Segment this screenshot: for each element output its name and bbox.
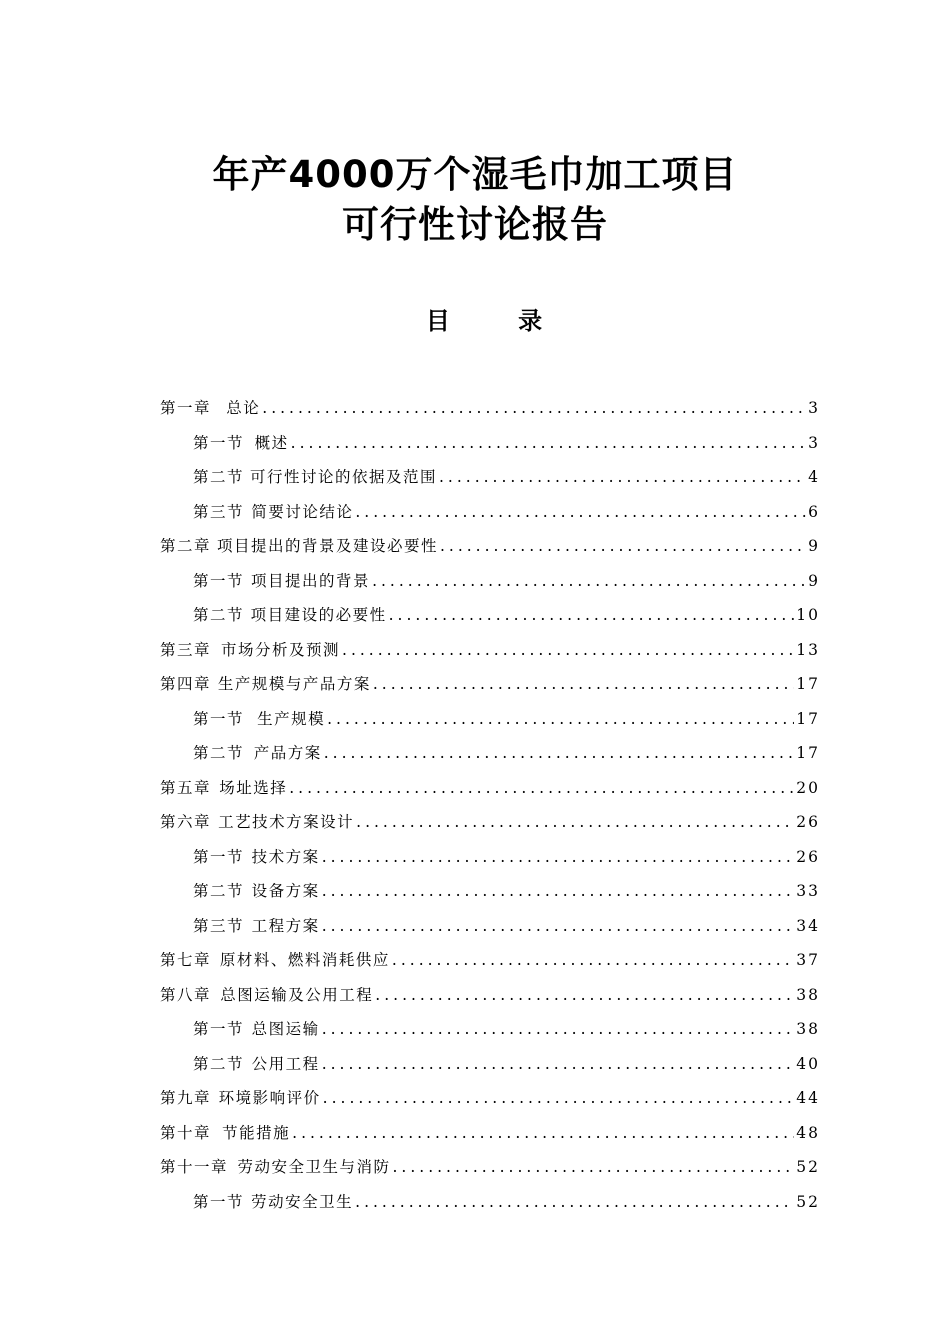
toc-section-entry[interactable] bbox=[160, 1190, 820, 1225]
toc-section-entry[interactable] bbox=[160, 500, 820, 535]
toc-entry-title: 节能措施 bbox=[222, 1123, 291, 1142]
toc-page-number: 3 bbox=[808, 399, 820, 417]
toc-dot-leader bbox=[373, 675, 794, 693]
toc-entry-title: 项目建设的必要性 bbox=[250, 606, 387, 624]
toc-section-entry[interactable] bbox=[160, 431, 820, 466]
toc-entry-title: 概述 bbox=[254, 433, 289, 452]
toc-entry-title: 生产规模 bbox=[257, 709, 326, 728]
toc-section-entry[interactable] bbox=[160, 914, 820, 949]
toc-entry-label: 第三章 bbox=[160, 640, 212, 659]
toc-page-number: 17 bbox=[796, 744, 820, 762]
toc-dot-leader bbox=[440, 537, 806, 555]
toc-entry-title: 劳动安全卫生 bbox=[251, 1192, 354, 1211]
toc-page-number: 52 bbox=[796, 1158, 820, 1176]
toc-chapter-entry[interactable] bbox=[160, 534, 820, 569]
toc-chapter-entry[interactable] bbox=[160, 1086, 820, 1121]
toc-dot-leader bbox=[322, 882, 795, 900]
toc-entry-label: 第一节 bbox=[193, 847, 245, 866]
toc-page-number: 4 bbox=[808, 468, 820, 486]
toc-entry-label: 第十章 bbox=[160, 1123, 212, 1142]
toc-entry-label: 第一章 bbox=[160, 399, 212, 417]
toc-dot-leader bbox=[322, 848, 795, 866]
toc-section-entry[interactable] bbox=[160, 1052, 820, 1087]
toc-entry-label: 第二节 bbox=[193, 882, 245, 900]
toc-entry-label: 第四章 bbox=[160, 675, 212, 693]
toc-section-entry[interactable] bbox=[160, 465, 820, 500]
toc-section-entry[interactable] bbox=[160, 879, 820, 914]
toc-chapter-entry[interactable] bbox=[160, 983, 820, 1018]
toc-entry-title: 可行性讨论的依据及范围 bbox=[249, 468, 437, 486]
toc-entry-label: 第二章 bbox=[160, 537, 212, 555]
toc-entry-title: 项目提出的背景 bbox=[251, 571, 371, 590]
toc-entry-label: 第二节 bbox=[193, 468, 245, 486]
toc-chapter-entry[interactable] bbox=[160, 672, 820, 707]
toc-entry-label: 第五章 bbox=[160, 778, 212, 797]
toc-entry-title: 场址选择 bbox=[219, 778, 288, 797]
toc-entry-label: 第一节 bbox=[193, 571, 245, 590]
toc-entry-title: 市场分析及预测 bbox=[221, 640, 341, 659]
toc-entry-label: 第八章 bbox=[160, 985, 212, 1004]
toc-section-entry[interactable] bbox=[160, 845, 820, 880]
toc-dot-leader bbox=[392, 951, 794, 969]
toc-dot-leader bbox=[393, 1158, 795, 1176]
toc-dot-leader bbox=[322, 1055, 795, 1073]
toc-page-number: 37 bbox=[796, 951, 820, 969]
toc-entry-title: 总论 bbox=[226, 399, 261, 417]
toc-chapter-entry[interactable] bbox=[160, 948, 820, 983]
toc-section-entry[interactable] bbox=[160, 707, 820, 742]
toc-page-number: 10 bbox=[796, 606, 820, 624]
toc-dot-leader bbox=[291, 434, 806, 452]
toc-page-number: 20 bbox=[796, 778, 820, 797]
toc-dot-leader bbox=[289, 779, 794, 797]
document-title-line1: 年产4000万个湿毛巾加工项目 bbox=[212, 153, 738, 196]
toc-page-number: 38 bbox=[796, 1020, 820, 1038]
toc-page-number: 26 bbox=[796, 847, 820, 866]
toc-dot-leader bbox=[292, 1124, 794, 1142]
toc-section-entry[interactable] bbox=[160, 1017, 820, 1052]
toc-section-entry[interactable] bbox=[160, 569, 820, 604]
toc-chapter-entry[interactable] bbox=[160, 776, 820, 811]
toc-entry-label: 第六章 bbox=[160, 813, 212, 831]
toc-page-number: 38 bbox=[796, 985, 820, 1004]
toc-dot-leader bbox=[375, 986, 794, 1004]
toc-entry-label: 第九章 bbox=[160, 1089, 212, 1107]
toc-page-number: 3 bbox=[808, 433, 820, 452]
toc-entry-title: 环境影响评价 bbox=[218, 1089, 321, 1107]
toc-section-entry[interactable] bbox=[160, 741, 820, 776]
toc-page-number: 52 bbox=[796, 1192, 820, 1211]
toc-page-number: 34 bbox=[796, 916, 820, 935]
document-title-line2: 可行性讨论报告 bbox=[342, 203, 608, 246]
toc-entry-label: 第三节 bbox=[193, 502, 245, 521]
toc-dot-leader bbox=[262, 399, 806, 417]
toc-dot-leader bbox=[323, 1089, 795, 1107]
toc-chapter-entry[interactable] bbox=[160, 396, 820, 431]
toc-page-number: 9 bbox=[808, 571, 820, 590]
toc-entry-label: 第七章 bbox=[160, 951, 212, 969]
toc-entry-label: 第一节 bbox=[193, 1192, 245, 1211]
toc-dot-leader bbox=[322, 917, 795, 935]
toc-page-number: 33 bbox=[796, 882, 820, 900]
toc-page-number: 17 bbox=[796, 675, 820, 693]
toc-page-number: 17 bbox=[796, 709, 820, 728]
toc-chapter-entry[interactable] bbox=[160, 638, 820, 673]
toc-entry-label: 第一节 bbox=[193, 1020, 245, 1038]
toc-entry-title: 简要讨论结论 bbox=[251, 502, 354, 521]
toc-entry-title: 产品方案 bbox=[253, 744, 322, 762]
toc-entry-title: 设备方案 bbox=[251, 882, 320, 900]
toc-entry-label: 第二节 bbox=[193, 744, 245, 762]
toc-dot-leader bbox=[355, 1193, 794, 1211]
toc-dot-leader bbox=[439, 468, 806, 486]
toc-entry-label: 第一节 bbox=[193, 433, 245, 452]
toc-entry-label: 第二节 bbox=[193, 606, 245, 624]
toc-entry-title: 公用工程 bbox=[251, 1054, 320, 1073]
toc-entry-label: 第三节 bbox=[193, 916, 245, 935]
toc-dot-leader bbox=[342, 641, 794, 659]
toc-chapter-entry[interactable] bbox=[160, 1155, 820, 1190]
toc-entry-label: 第二节 bbox=[193, 1054, 245, 1073]
toc-chapter-entry[interactable] bbox=[160, 1121, 820, 1156]
toc-page-number: 9 bbox=[808, 537, 820, 555]
toc-page-number: 6 bbox=[808, 502, 820, 521]
toc-entry-title: 原材料、燃料消耗供应 bbox=[219, 951, 390, 969]
toc-chapter-entry[interactable] bbox=[160, 810, 820, 845]
toc-dot-leader bbox=[372, 572, 806, 590]
toc-entry-title: 劳动安全卫生与消防 bbox=[237, 1158, 391, 1176]
toc-page-number: 44 bbox=[796, 1089, 820, 1107]
toc-entry-title: 工程方案 bbox=[251, 916, 320, 935]
toc-entry-title: 技术方案 bbox=[251, 847, 320, 866]
toc-entry-label: 第一节 bbox=[193, 709, 245, 728]
toc-dot-leader bbox=[327, 710, 794, 728]
table-of-contents bbox=[160, 396, 820, 1224]
toc-entry-title: 总图运输 bbox=[251, 1020, 320, 1038]
toc-entry-title: 项目提出的背景及建设必要性 bbox=[216, 537, 438, 555]
toc-dot-leader bbox=[355, 503, 806, 521]
toc-entry-title: 工艺技术方案设计 bbox=[218, 813, 355, 831]
toc-page-number: 48 bbox=[796, 1123, 820, 1142]
toc-page-number: 26 bbox=[796, 813, 820, 831]
toc-heading: 目 录 bbox=[425, 307, 573, 335]
toc-page-number: 40 bbox=[796, 1054, 820, 1073]
toc-entry-title: 总图运输及公用工程 bbox=[220, 985, 374, 1004]
toc-section-entry[interactable] bbox=[160, 603, 820, 638]
toc-dot-leader bbox=[322, 1020, 795, 1038]
toc-page-number: 13 bbox=[796, 640, 820, 659]
toc-entry-title: 生产规模与产品方案 bbox=[217, 675, 371, 693]
toc-dot-leader bbox=[356, 813, 794, 831]
toc-dot-leader bbox=[389, 606, 795, 624]
toc-dot-leader bbox=[324, 744, 795, 762]
toc-entry-label: 第十一章 bbox=[160, 1158, 229, 1176]
